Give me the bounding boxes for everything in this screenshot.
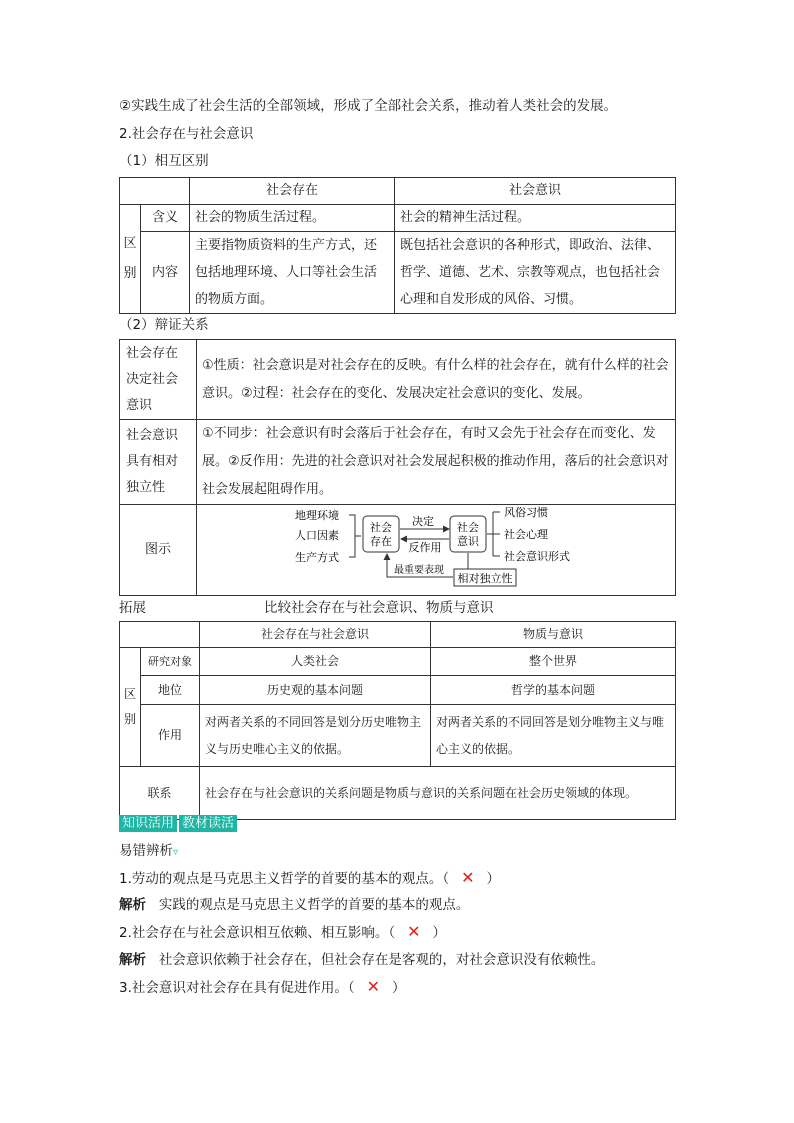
subheading-dialectic: （2）辩证关系 (119, 317, 209, 333)
row-label-object: 研究对象 (141, 648, 200, 676)
cell-status-matter: 哲学的基本问题 (431, 676, 676, 705)
label-geography: 地理环境 (295, 509, 339, 522)
cell-status-society: 历史观的基本问题 (200, 676, 431, 705)
answer-2-text: 社会意识依赖于社会存在，但社会存在是客观的，对社会意识没有依赖性。 (158, 952, 605, 968)
row-label-meaning: 含义 (141, 205, 190, 232)
intro-line: ②实践生成了社会生活的全部领域，形成了全部社会关系，推动着人类社会的发展。 (119, 98, 618, 114)
relation-diagram (197, 505, 674, 595)
question-2 (119, 922, 446, 943)
difference-table (119, 177, 676, 314)
question-3-end: ） (392, 980, 406, 996)
cell-consciousness-meaning: 社会的精神生活过程。 (395, 205, 676, 232)
left-bracket (349, 515, 361, 557)
box-consciousness-line1: 社会 (457, 521, 479, 534)
cell-existence-meaning: 社会的物质生活过程。 (190, 205, 395, 232)
label-production: 生产方式 (295, 551, 339, 564)
cell-determine: ①性质：社会意识是对社会存在的反映。有什么样的社会存在，就有什么样的社会意识。②过程：社会存在的变化、发展决定社会意识的变化、发展。 (197, 340, 676, 420)
answer-1 (119, 895, 469, 915)
header-matter: 物质与意识 (431, 622, 676, 648)
diagram-cell (197, 505, 676, 596)
label-population: 人口因素 (295, 529, 339, 542)
answer-1-text: 实践的观点是马克思主义哲学的首要的基本的观点。 (158, 897, 470, 913)
label-react: 反作用 (408, 541, 442, 554)
label-decide: 决定 (412, 515, 434, 528)
subheading-difference: （1）相互区别 (119, 153, 209, 169)
row-group-label: 区别 (120, 648, 141, 767)
box-consciousness-line2: 意识 (457, 535, 479, 548)
section-heading: 2.社会存在与社会意识 (119, 126, 254, 142)
tag-textbook: 教材读活 (179, 815, 237, 832)
row-label-status: 地位 (141, 676, 200, 705)
error-analysis-title: 易错辨析 (119, 843, 173, 859)
label-independence: 相对独立性 (457, 572, 513, 585)
header-society: 社会存在与社会意识 (200, 622, 431, 648)
cell-consciousness-content: 既包括社会意识的各种形式，即政治、法律、哲学、道德、艺术、宗教等观点，也包括社会心理和自发形成的风俗、习惯。 (395, 232, 676, 314)
wrong-mark-icon: ✕ (461, 868, 475, 887)
question-2-end: ） (432, 925, 447, 941)
cell-existence-content: 主要指物质资料的生产方式，还包括地理环境、人口等社会生活的物质方面。 (190, 232, 395, 314)
chevron-down-icon: ▿ (173, 847, 179, 858)
extension-title: 比较社会存在与社会意识、物质与意识 (264, 600, 494, 616)
table-corner (120, 622, 200, 648)
question-2-text: 2.社会存在与社会意识相互依赖、相互影响。（ (119, 925, 396, 941)
question-3-text: 3.社会意识对社会存在具有促进作用。（ (119, 980, 355, 996)
right-bracket (487, 512, 500, 556)
box-existence-line1: 社会 (370, 521, 392, 534)
table-corner (120, 178, 190, 205)
answer-2 (119, 950, 604, 970)
row-label-diagram: 图示 (120, 505, 197, 596)
cell-connection: 社会存在与社会意识的关系问题是物质与意识的关系问题在社会历史领域的体现。 (200, 767, 676, 820)
row-label-role: 作用 (141, 705, 200, 767)
section-error-analysis (119, 841, 178, 863)
extension-label: 拓展 (119, 600, 146, 616)
question-1 (119, 868, 500, 889)
header-consciousness: 社会意识 (395, 178, 676, 205)
label-ideology: 社会意识形式 (504, 550, 570, 563)
header-existence: 社会存在 (190, 178, 395, 205)
question-3 (119, 977, 406, 998)
question-1-text: 1.劳动的观点是马克思主义哲学的首要的基本的观点。（ (119, 871, 450, 887)
tag-knowledge: 知识活用 (119, 815, 177, 832)
cell-role-society: 对两者关系的不同回答是划分历史唯物主义与历史唯心主义的依据。 (200, 705, 431, 767)
wrong-mark-icon: ✕ (366, 977, 381, 996)
cell-object-society: 人类社会 (200, 648, 431, 676)
wrong-mark-icon: ✕ (407, 922, 421, 941)
answer-2-label: 解析 (119, 952, 146, 968)
label-important: 最重要表现 (394, 565, 444, 576)
cell-independence: ①不同步：社会意识有时会落后于社会存在，有时又会先于社会存在而变化、发展。②反作用：先进的社会意识对社会发展起积极的推动作用，落后的社会意识对社会发展起阻碍作用。 (197, 420, 676, 505)
row-label-determine: 社会存在决定社会意识 (120, 340, 197, 420)
practice-tags (119, 815, 239, 832)
row-label-independence: 社会意识具有相对独立性 (120, 420, 197, 505)
label-psychology: 社会心理 (504, 528, 548, 541)
label-customs: 风俗习惯 (504, 506, 548, 519)
answer-1-label: 解析 (119, 897, 146, 913)
row-label-connection: 联系 (120, 767, 200, 820)
row-label-content: 内容 (141, 232, 190, 314)
cell-role-matter: 对两者关系的不同回答是划分唯物主义与唯心主义的依据。 (431, 705, 676, 767)
row-group-label: 区别 (120, 205, 141, 314)
dialectic-table (119, 339, 676, 596)
box-existence-line2: 存在 (370, 535, 392, 548)
question-1-end: ） (486, 871, 501, 887)
comparison-table (119, 621, 676, 820)
cell-object-matter: 整个世界 (431, 648, 676, 676)
